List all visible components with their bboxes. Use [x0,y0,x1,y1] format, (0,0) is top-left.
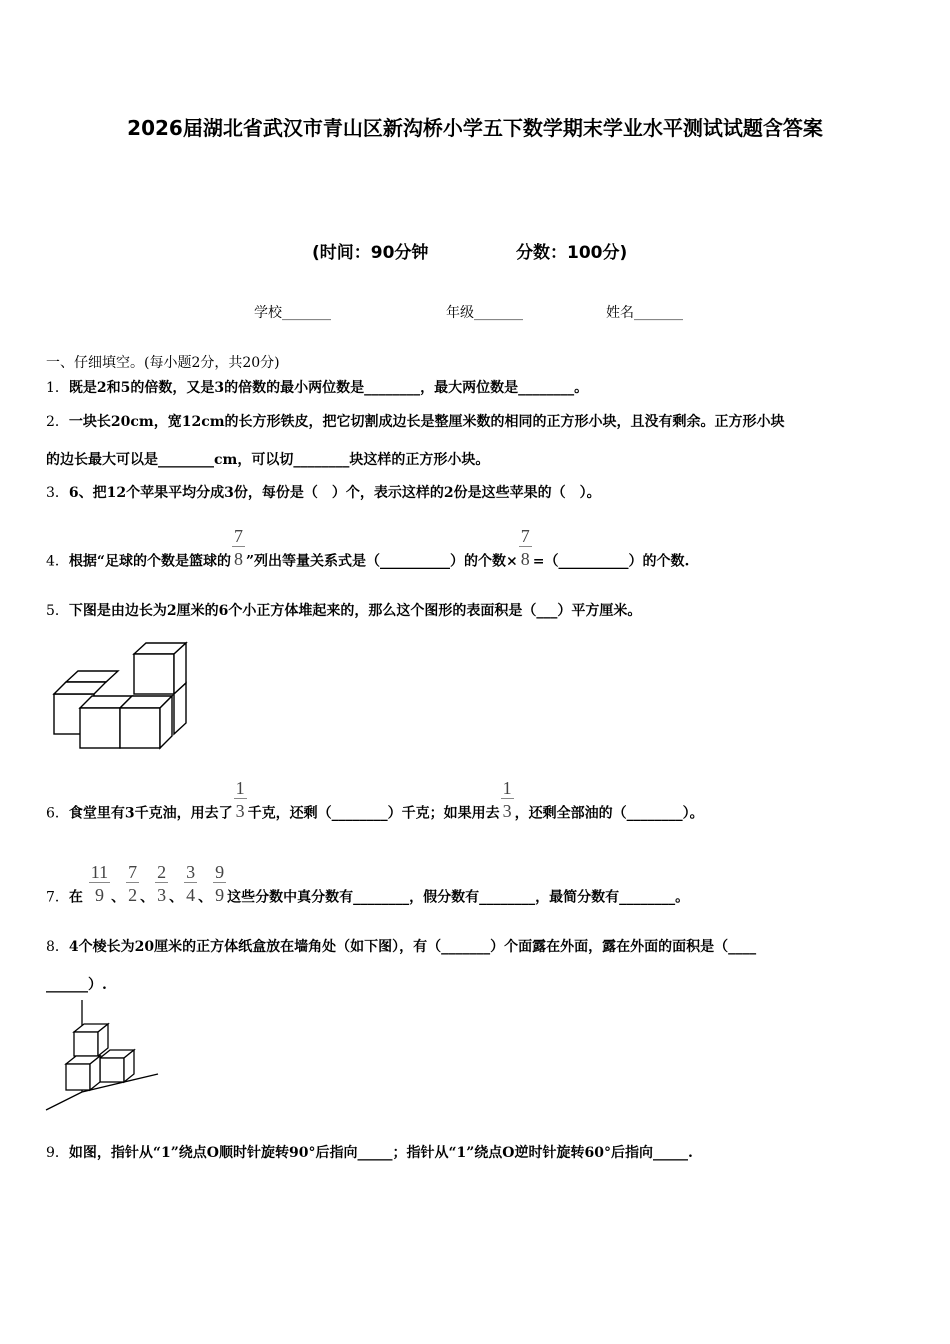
section-heading: 一、仔细填空。(每小题2分，共20分) [46,355,280,371]
question-number: 6． [46,805,69,822]
question-text: =（__________）的个数. [532,553,690,570]
fraction-numerator: 7 [520,526,530,546]
cube-stack-figure [48,638,193,754]
question-text: 6、把12个苹果平均分成3份，每份是（ ）个，表示这样的2份是这些苹果的（ ）。 [68,485,601,501]
separator: 、 [111,889,126,906]
question-text: ，还剩全部油的（________）。 [514,805,704,822]
question-text: 千克，还剩（________）千克；如果用去 [247,805,500,822]
question-text: 既是2和5的倍数，又是3的倍数的最小两位数是________，最大两位数是________。 [68,380,589,396]
fraction-numerator: 11 [90,862,109,882]
question-9 [46,1142,693,1162]
fraction-numerator: 1 [235,778,245,798]
fraction [519,526,532,569]
corner-boxes-figure [44,1000,164,1114]
question-2-line-2: 的边长最大可以是________cm，可以切________块这样的正方形小块。 [46,452,490,468]
question-number: 7． [46,889,69,906]
fraction-numerator: 3 [186,862,196,882]
question-2-line-1 [46,411,785,431]
fraction-denominator: 9 [215,885,225,905]
grade-field: 年级_______ [446,305,523,321]
fraction-numerator: 2 [157,862,167,882]
question-text: 这些分数中真分数有________，假分数有________，最简分数有________。 [227,889,690,906]
fraction [89,862,110,905]
question-number: 1． [46,380,69,396]
fraction-numerator: 1 [502,778,512,798]
question-number: 3． [46,485,69,501]
question-6 [46,778,704,835]
fraction [155,862,168,905]
question-8-line-1 [46,936,756,956]
separator: 、 [169,889,184,906]
question-number: 5． [46,603,69,619]
question-text: 一块长20cm，宽12cm的长方形铁皮，把它切割成边长是整厘米数的相同的正方形小块，且没有剩余。正方形小块 [68,414,785,430]
question-7 [46,862,690,919]
fraction-denominator: 8 [233,549,243,569]
fraction-denominator: 3 [502,801,512,821]
school-field: 学校_______ [254,305,331,321]
fraction-denominator: 3 [235,801,245,821]
question-text: ”列出等量关系式是（__________）的个数× [245,553,518,570]
fraction [234,778,247,821]
name-field: 姓名_______ [606,305,683,321]
fraction-numerator: 7 [233,526,243,546]
separator: 、 [198,889,213,906]
question-text: 如图，指针从“1”绕点O顺时针旋转90°后指向_____；指针从“1”绕点O逆时针旋转60°后指向_____. [68,1145,693,1161]
fraction-denominator: 4 [186,885,196,905]
question-number: 4． [46,553,69,570]
exam-score: 分数：100分) [516,243,628,263]
fraction [184,862,197,905]
fraction [213,862,226,905]
fraction-numerator: 9 [215,862,225,882]
fraction-denominator: 2 [128,885,138,905]
question-number: 8． [46,939,69,955]
question-text: 下图是由边长为2厘米的6个小正方体堆起来的，那么这个图形的表面积是（___）平方厘米。 [68,603,642,619]
question-text: 食堂里有3千克油，用去了 [68,805,233,822]
question-text: 4个棱长为20厘米的正方体纸盒放在墙角处（如下图），有（_______）个面露在外面，露在外面的面积是（____ [68,939,757,955]
question-5 [46,600,641,620]
question-number: 2． [46,414,69,430]
exam-time: (时间：90分钟 [312,243,429,263]
document-title: 2026届湖北省武汉市青山区新沟桥小学五下数学期末学业水平测试试题含答案 [127,116,823,140]
fraction-denominator: 3 [157,885,167,905]
fraction-denominator: 8 [520,549,530,569]
fraction [232,526,245,569]
fraction [501,778,514,821]
question-4 [46,526,690,583]
question-3 [46,482,601,502]
question-1 [46,377,588,397]
question-text: 在 [68,889,83,906]
fraction-denominator: 9 [94,885,104,905]
question-number: 9． [46,1145,69,1161]
question-8-line-2: ______）. [46,977,107,993]
separator: 、 [140,889,155,906]
question-text: 根据“足球的个数是篮球的 [68,553,231,570]
fraction-numerator: 7 [128,862,138,882]
fraction [126,862,139,905]
